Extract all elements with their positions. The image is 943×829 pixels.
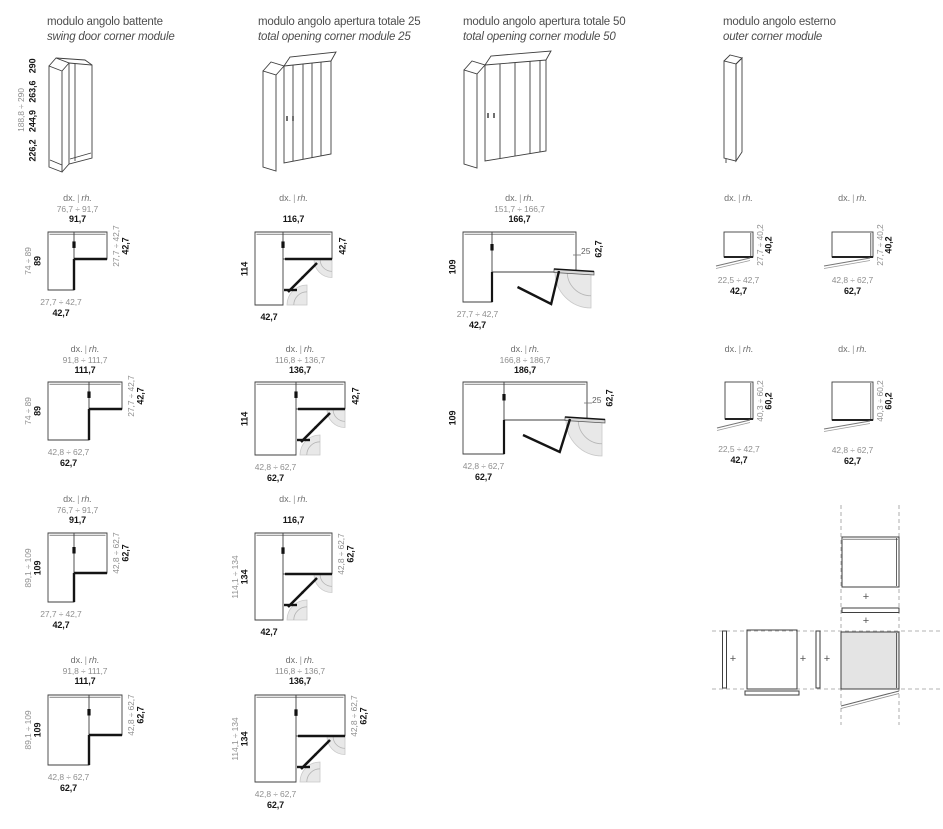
column-title-it: modulo angolo battente (47, 16, 163, 28)
separator: | (84, 344, 87, 354)
dim-right-range-f7: 42,8 ÷ 62,7 (335, 532, 346, 575)
dim-bottom-range-f1: 27,7 ÷ 42,7 (40, 297, 82, 307)
dx-label: dx. (285, 655, 298, 665)
rh-label: rh. (528, 344, 540, 354)
plus-sign-5: + (823, 652, 831, 665)
dim-bottom-range-f12: 42,8 ÷ 62,7 (831, 275, 874, 285)
plan-shape-f3 (48, 533, 107, 602)
dx-label: dx. (70, 655, 83, 665)
dim-left-range-f4: 89,1 ÷ 109 (22, 710, 33, 750)
dim-top-range-f6: 116,8 ÷ 136,7 (275, 355, 325, 365)
plan-shape-f10 (463, 382, 605, 456)
dim-left-value-f6: 114 (239, 411, 250, 426)
dx-label: dx. (724, 344, 737, 354)
dim-top-range-f3: 76,7 ÷ 91,7 (56, 505, 99, 515)
dim-bottom-value-f3: 42,7 (52, 620, 70, 630)
dim-bottom-value-f4: 62,7 (59, 783, 78, 793)
dxrh-header-f12 (838, 194, 867, 203)
dim-right-value-f7: 62,7 (345, 544, 356, 563)
separator: | (84, 655, 87, 665)
plan-shape-f1 (48, 232, 107, 290)
dim-bottom-range-f3: 27,7 ÷ 42,7 (40, 609, 82, 619)
dxrh-header-f14 (838, 345, 867, 354)
dim-right-range-f12: 27,7 ÷ 40,2 (874, 223, 885, 266)
rh-label: rh. (523, 193, 534, 203)
dim-right-range-f3: 42,8 ÷ 62,7 (110, 532, 121, 574)
dim-left-value-f1: 89 (32, 256, 43, 266)
column-title-en: total opening corner module 50 (463, 30, 616, 43)
dim-right-value-f11: 40,2 (763, 235, 774, 254)
rh-label: rh. (81, 193, 92, 203)
rh-label: rh. (81, 494, 92, 504)
dim-right-range-f2: 27,7 ÷ 42,7 (125, 374, 136, 417)
dim-right-value-f3: 62,7 (120, 544, 131, 562)
dim-left-range-f7: 114,1 ÷ 134 (229, 554, 240, 599)
dim-left-value-f3: 109 (32, 560, 43, 575)
dx-label: dx. (505, 193, 518, 203)
dim-bottom-range-f2: 42,8 ÷ 62,7 (47, 447, 90, 457)
dxrh-header-f11 (724, 194, 753, 203)
column-title-apertura-50 (463, 15, 625, 45)
rh-label: rh. (742, 344, 754, 354)
plan-shape-f9 (463, 232, 594, 308)
dxrh-header-f1 (63, 194, 92, 203)
iso-drawing-apertura-50 (464, 51, 551, 168)
dim-left-range-f3: 89,1 ÷ 109 (22, 547, 33, 588)
dim-left-value-f10: 109 (447, 410, 458, 426)
rh-label: rh. (303, 655, 315, 665)
rh-label: rh. (856, 344, 867, 354)
dxrh-header-f2 (71, 345, 100, 354)
plan-shape-f7 (255, 533, 332, 620)
dx-label: dx. (70, 344, 83, 354)
dim-left-value-f9: 109 (447, 259, 458, 275)
separator: | (77, 494, 80, 504)
dim-bottom-range-f13: 22,5 ÷ 42,7 (718, 444, 760, 454)
dim-top-value-f4: 111,7 (74, 676, 96, 686)
dim-top-range-f4: 91,8 ÷ 111,7 (62, 666, 108, 676)
dim-bottom-range-f10: 42,8 ÷ 62,7 (462, 461, 505, 471)
column-title-battente (47, 15, 175, 45)
column-title-en: total opening corner module 25 (258, 30, 411, 43)
dim-left-value-f7: 134 (239, 569, 250, 584)
rh-label: rh. (303, 344, 315, 354)
dim-bottom-range-f11: 22,5 ÷ 42,7 (717, 275, 760, 285)
dx-label: dx. (724, 193, 737, 203)
dim-right-range-f14: 40,3 ÷ 60,2 (874, 380, 885, 422)
dim-bottom-range-f14: 42,8 ÷ 62,7 (831, 445, 874, 455)
dim-left-value-f8: 134 (239, 731, 250, 746)
separator: | (738, 344, 741, 354)
column-title-apertura-25 (258, 15, 420, 45)
dim-right-value-f4: 62,7 (135, 706, 146, 724)
dim-left-value-f5: 114 (239, 261, 250, 276)
rh-label: rh. (297, 494, 308, 504)
dim-right-value-f1: 42,7 (120, 236, 131, 255)
plan-shape-f6 (255, 382, 345, 455)
dx-label: dx. (63, 494, 76, 504)
dim-top-range-f8: 116,8 ÷ 136,7 (275, 666, 325, 676)
separator: | (299, 655, 302, 665)
dxrh-header-f6 (286, 345, 315, 354)
composition-diagram (712, 505, 941, 725)
dim-bottom-range-f8: 42,8 ÷ 62,7 (254, 789, 297, 799)
plus-sign-2: + (862, 614, 870, 627)
column-title-it: modulo angolo esterno (723, 16, 836, 28)
dim-left-value-f2: 89 (32, 406, 43, 416)
dx-label: dx. (838, 193, 851, 203)
dim-right-range-f13: 40,3 ÷ 60,2 (754, 379, 765, 422)
plus-sign-4: + (799, 652, 807, 665)
dim-top-value-f8: 136,7 (288, 676, 312, 686)
dim-mid-value-f10: 25 (592, 395, 602, 405)
dim-right-value-f10: 62,7 (604, 389, 615, 407)
column-title-it: modulo angolo apertura totale 50 (463, 16, 626, 28)
dim-bottom-value-f5: 42,7 (260, 312, 278, 322)
rh-label: rh. (88, 655, 100, 665)
dim-top-value-f6: 136,7 (288, 365, 312, 375)
rh-label: rh. (297, 193, 308, 203)
dim-right-range-f1: 27,7 ÷ 42,7 (110, 224, 121, 267)
dim-bottom-value-f1: 42,7 (52, 308, 70, 318)
dim-bottom-value-f12: 62,7 (843, 286, 862, 296)
dx-label: dx. (279, 193, 292, 203)
plan-shape-f13 (717, 382, 753, 431)
dxrh-header-f3 (63, 495, 92, 504)
height-steps-label: 226,2 244,9 263,6 290 (27, 58, 38, 162)
dim-bottom-value-f8: 62,7 (266, 800, 285, 810)
separator: | (524, 344, 527, 354)
dx-label: dx. (510, 344, 523, 354)
dim-top-value-f10: 186,7 (513, 365, 537, 375)
dim-top-value-f9: 166,7 (508, 214, 531, 224)
plan-shape-f2 (48, 382, 122, 440)
separator: | (77, 193, 80, 203)
dim-bottom-range-f9: 27,7 ÷ 42,7 (456, 309, 499, 319)
rh-label: rh. (88, 344, 100, 354)
dx-label: dx. (63, 193, 76, 203)
dim-bottom-value-f2: 62,7 (59, 458, 78, 468)
dim-right-value-f6: 42,7 (350, 386, 361, 405)
dim-left-range-f8: 114,1 ÷ 134 (229, 716, 240, 761)
dim-right-range-f8: 42,8 ÷ 62,7 (348, 694, 359, 737)
dim-top-range-f10: 166,8 ÷ 186,7 (499, 355, 551, 365)
plan-shape-f12 (824, 232, 873, 269)
dim-right-value-f13: 60,2 (763, 391, 774, 410)
iso-drawing-apertura-25 (263, 52, 336, 171)
dx-label: dx. (279, 494, 292, 504)
dim-top-value-f7: 116,7 (282, 515, 305, 525)
dim-right-value-f14: 60,2 (883, 392, 894, 410)
column-title-en: swing door corner module (47, 30, 175, 43)
dim-bottom-range-f6: 42,8 ÷ 62,7 (254, 462, 297, 472)
separator: | (852, 193, 855, 203)
plan-shape-f14 (824, 382, 873, 432)
dx-label: dx. (285, 344, 298, 354)
separator: | (293, 494, 296, 504)
dim-bottom-value-f9: 42,7 (468, 320, 487, 330)
dim-left-range-f2: 74 ÷ 89 (22, 397, 33, 425)
dim-right-value-f8: 62,7 (358, 706, 369, 725)
dx-label: dx. (838, 344, 851, 354)
column-title-en: outer corner module (723, 30, 823, 43)
dim-right-value-f2: 42,7 (135, 386, 146, 405)
dim-top-value-f1: 91,7 (68, 214, 87, 224)
plus-sign-1: + (862, 590, 870, 603)
dim-right-value-f12: 40,2 (883, 235, 894, 254)
rh-label: rh. (742, 193, 753, 203)
dim-bottom-value-f10: 62,7 (474, 472, 493, 482)
dim-top-value-f5: 116,7 (282, 214, 305, 224)
dim-bottom-value-f6: 62,7 (266, 473, 285, 483)
dxrh-header-f9 (505, 194, 534, 203)
column-title-it: modulo angolo apertura totale 25 (258, 16, 421, 28)
separator: | (519, 193, 522, 203)
separator: | (852, 344, 855, 354)
dim-top-value-f3: 91,7 (68, 515, 87, 525)
dim-top-range-f9: 151,7 ÷ 166,7 (494, 204, 545, 214)
separator: | (738, 193, 741, 203)
iso-drawing-esterno (724, 55, 742, 163)
dim-bottom-value-f11: 42,7 (729, 286, 748, 296)
dim-right-range-f4: 42,8 ÷ 62,7 (125, 694, 136, 736)
plan-shape-f11 (716, 232, 753, 269)
plan-shape-f5 (255, 232, 332, 305)
dxrh-header-f5 (279, 194, 308, 203)
dim-bottom-value-f14: 62,7 (843, 456, 862, 466)
iso-drawing-battente (49, 58, 92, 172)
dxrh-header-f13 (725, 345, 754, 354)
dxrh-header-f8 (286, 656, 315, 665)
dim-left-range-f1: 74 ÷ 89 (22, 247, 33, 275)
dim-top-range-f1: 76,7 ÷ 91,7 (56, 204, 99, 214)
column-title-esterno (723, 15, 836, 45)
dim-top-value-f2: 111,7 (74, 365, 96, 375)
dim-left-value-f4: 109 (32, 722, 43, 738)
dim-right-range-f11: 27,7 ÷ 40,2 (754, 223, 765, 266)
plan-shape-f8 (255, 695, 345, 782)
plan-shape-f4 (48, 695, 122, 765)
dxrh-header-f4 (71, 656, 100, 665)
dxrh-header-f10 (511, 345, 540, 354)
dim-right-value-f9: 62,7 (593, 240, 604, 258)
dim-bottom-value-f13: 42,7 (730, 455, 748, 465)
plus-sign-3: + (729, 652, 737, 665)
height-range-label: 188,8 ÷ 290 (15, 88, 26, 132)
rh-label: rh. (856, 193, 867, 203)
dim-bottom-range-f4: 42,8 ÷ 62,7 (47, 772, 90, 782)
dim-top-range-f2: 91,8 ÷ 111,7 (62, 355, 108, 365)
separator: | (293, 193, 296, 203)
dim-right-value-f5: 42,7 (337, 236, 348, 255)
dxrh-header-f7 (279, 495, 308, 504)
separator: | (299, 344, 302, 354)
dim-bottom-value-f7: 42,7 (260, 627, 278, 637)
dim-mid-value-f9: 25 (581, 246, 591, 256)
